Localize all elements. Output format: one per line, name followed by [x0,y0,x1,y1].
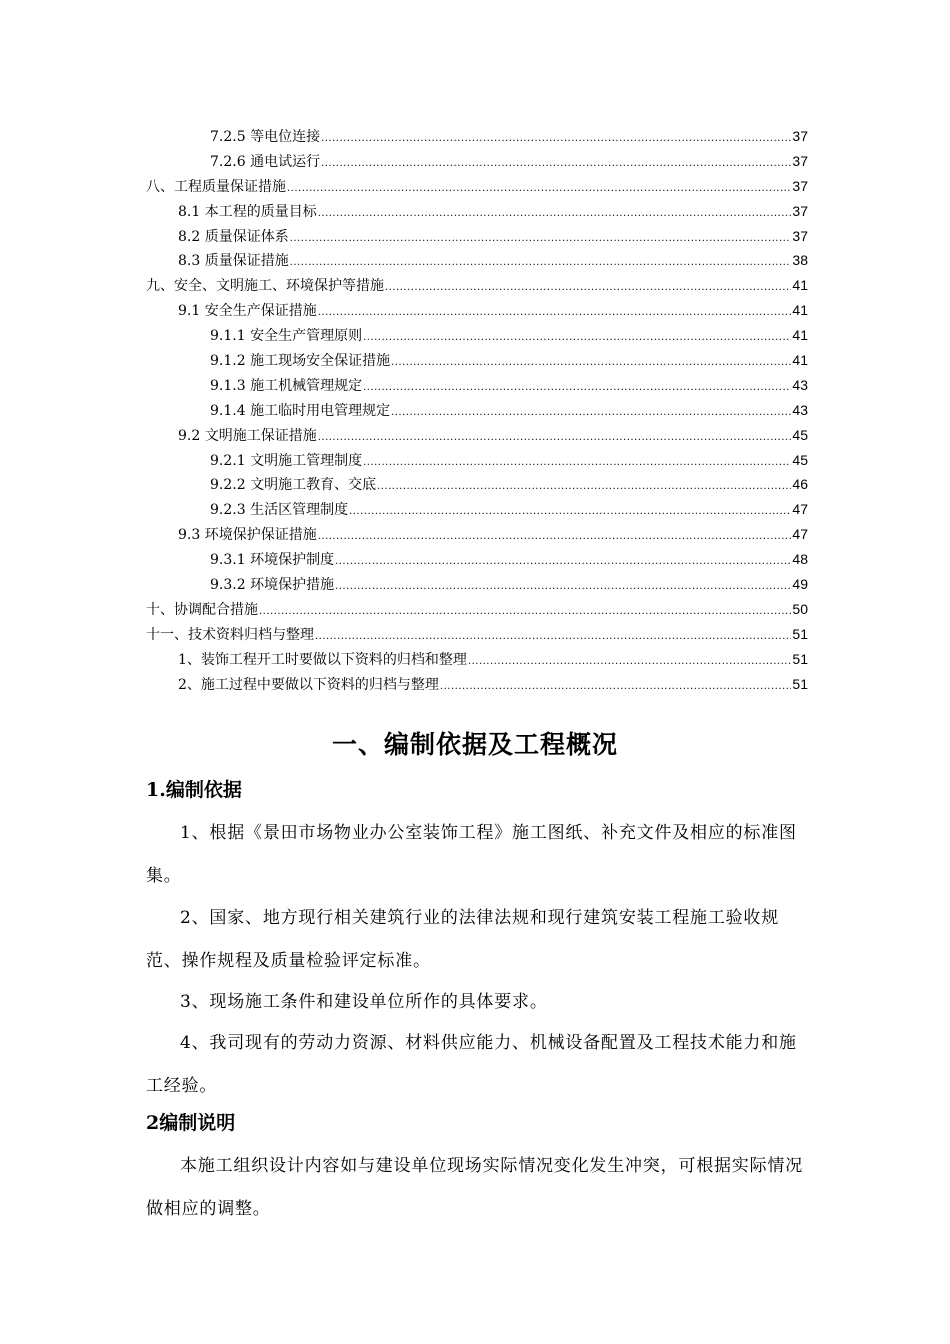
toc-page-number: 41 [792,327,808,344]
main-title: 一、编制依据及工程概况 [331,730,618,759]
toc-dot-leader [468,650,792,675]
toc-entry-title: 8.2 质量保证体系 [178,228,289,245]
toc-page-number: 46 [792,476,808,493]
toc-entry[interactable] [146,248,808,273]
toc-page-number: 41 [792,352,808,369]
toc-entry-title: 十一、技术资料归档与整理 [146,626,314,643]
toc-dot-leader [290,251,792,276]
toc-page-number: 47 [792,501,808,518]
toc-entry[interactable] [146,497,808,522]
paragraph-basis-1: 1、根据《景田市场物业办公室装饰工程》施工图纸、补充文件及相应的标准图集。 [146,823,797,886]
toc-page-number: 41 [792,302,808,319]
toc-entry-title: 8.1 本工程的质量目标 [178,203,317,220]
toc-page-number: 37 [792,202,808,219]
toc-entry-title: 十、协调配合措施 [146,601,258,618]
toc-entry-title: 1、装饰工程开工时要做以下资料的归档和整理 [178,651,467,668]
toc-entry[interactable] [146,348,808,373]
toc-page-number: 37 [792,152,808,169]
toc-entry-title: 八、工程质量保证措施 [146,178,286,195]
toc-entry[interactable] [146,597,808,622]
toc-dot-leader [377,475,791,500]
paragraph-basis-4: 4、我司现有的劳动力资源、材料供应能力、机械设备配置及工程技术能力和施工经验。 [146,1033,797,1096]
toc-entry[interactable] [146,622,808,647]
toc-page-number: 51 [792,625,808,642]
toc-dot-leader [363,376,791,401]
toc-entry[interactable] [146,323,808,348]
toc-entry-title: 9.3.2 环境保护措施 [210,577,335,594]
toc-entry-title: 9.1.4 施工临时用电管理规定 [210,402,391,419]
paragraph-notes-1: 本施工组织设计内容如与建设单位现场实际情况变化发生冲突，可根据实际情况做相应的调整。 [146,1156,803,1219]
paragraph-basis-3: 3、现场施工条件和建设单位所作的具体要求。 [180,992,548,1012]
toc-entry[interactable] [146,472,808,497]
toc-page-number: 37 [792,128,808,144]
toc-entry[interactable] [146,522,808,547]
toc-entry-title: 9.1.3 施工机械管理规定 [210,377,363,394]
toc-dot-leader [290,227,792,252]
toc-entry-title: 9.1 安全生产保证措施 [178,303,317,320]
toc-page-number: 43 [792,401,808,418]
toc-entry[interactable] [146,373,808,398]
toc-entry-title: 9.1.1 安全生产管理原则 [210,328,363,345]
toc-dot-leader [318,202,792,227]
toc-dot-leader [385,276,791,301]
toc-entry[interactable] [146,124,808,149]
toc-entry-title: 9.3 环境保护保证措施 [178,527,317,544]
toc-page-number: 51 [792,650,808,667]
toc-page-number: 47 [792,526,808,543]
toc-page-number: 38 [792,252,808,269]
toc-dot-leader [335,575,791,600]
toc-dot-leader [349,500,791,525]
toc-entry[interactable] [146,298,808,323]
toc-entry[interactable] [146,423,808,448]
toc-entry-title: 8.3 质量保证措施 [178,253,289,270]
toc-entry[interactable] [146,398,808,423]
section-heading-basis: 1.编制依据 [146,779,242,801]
toc-entry[interactable] [146,224,808,249]
toc-page-number: 37 [792,227,808,244]
paragraph-basis-2: 2、国家、地方现行相关建筑行业的法律法规和现行建筑安装工程施工验收规范、操作规程及质量检验评定标准。 [146,908,780,971]
toc-entry-title: 7.2.5 等电位连接 [210,129,321,145]
toc-entry-title: 9.3.1 环境保护制度 [210,552,335,569]
toc-dot-leader [318,525,792,550]
toc-dot-leader [321,152,791,177]
toc-page-number: 50 [792,600,808,617]
table-of-contents [146,124,808,696]
toc-entry[interactable] [146,672,808,697]
toc-page-number: 48 [792,551,808,568]
toc-dot-leader [287,177,791,202]
toc-entry-title: 9.2.3 生活区管理制度 [210,502,349,519]
toc-dot-leader [391,351,791,376]
toc-page-number: 41 [792,277,808,294]
toc-page-number: 51 [792,675,808,692]
toc-dot-leader [315,625,791,650]
toc-page-number: 37 [792,177,808,194]
toc-dot-leader [318,426,792,451]
toc-entry-title: 9.2.1 文明施工管理制度 [210,452,363,469]
toc-entry[interactable] [146,647,808,672]
toc-dot-leader [440,675,792,700]
toc-dot-leader [321,127,791,152]
toc-entry-title: 7.2.6 通电试运行 [210,153,321,170]
toc-dot-leader [318,301,792,326]
toc-entry-title: 9.2.2 文明施工教育、交底 [210,477,377,494]
section-heading-notes: 2编制说明 [146,1112,236,1134]
toc-entry[interactable] [146,448,808,473]
toc-entry-title: 9.1.2 施工现场安全保证措施 [210,353,391,370]
toc-dot-leader [335,550,791,575]
toc-entry-title: 9.2 文明施工保证措施 [178,427,317,444]
toc-entry[interactable] [146,199,808,224]
toc-entry[interactable] [146,273,808,298]
toc-page-number: 43 [792,376,808,393]
toc-entry[interactable] [146,149,808,174]
toc-entry[interactable] [146,572,808,597]
toc-entry-title: 2、施工过程中要做以下资料的归档与整理 [178,676,439,693]
toc-dot-leader [363,451,791,476]
toc-entry[interactable] [146,174,808,199]
toc-dot-leader [391,401,791,426]
toc-dot-leader [363,326,791,351]
toc-page-number: 45 [792,451,808,468]
toc-entry[interactable] [146,547,808,572]
toc-dot-leader [259,600,791,625]
toc-page-number: 49 [792,576,808,593]
toc-page-number: 45 [792,426,808,443]
toc-entry-title: 九、安全、文明施工、环境保护等措施 [146,278,384,295]
